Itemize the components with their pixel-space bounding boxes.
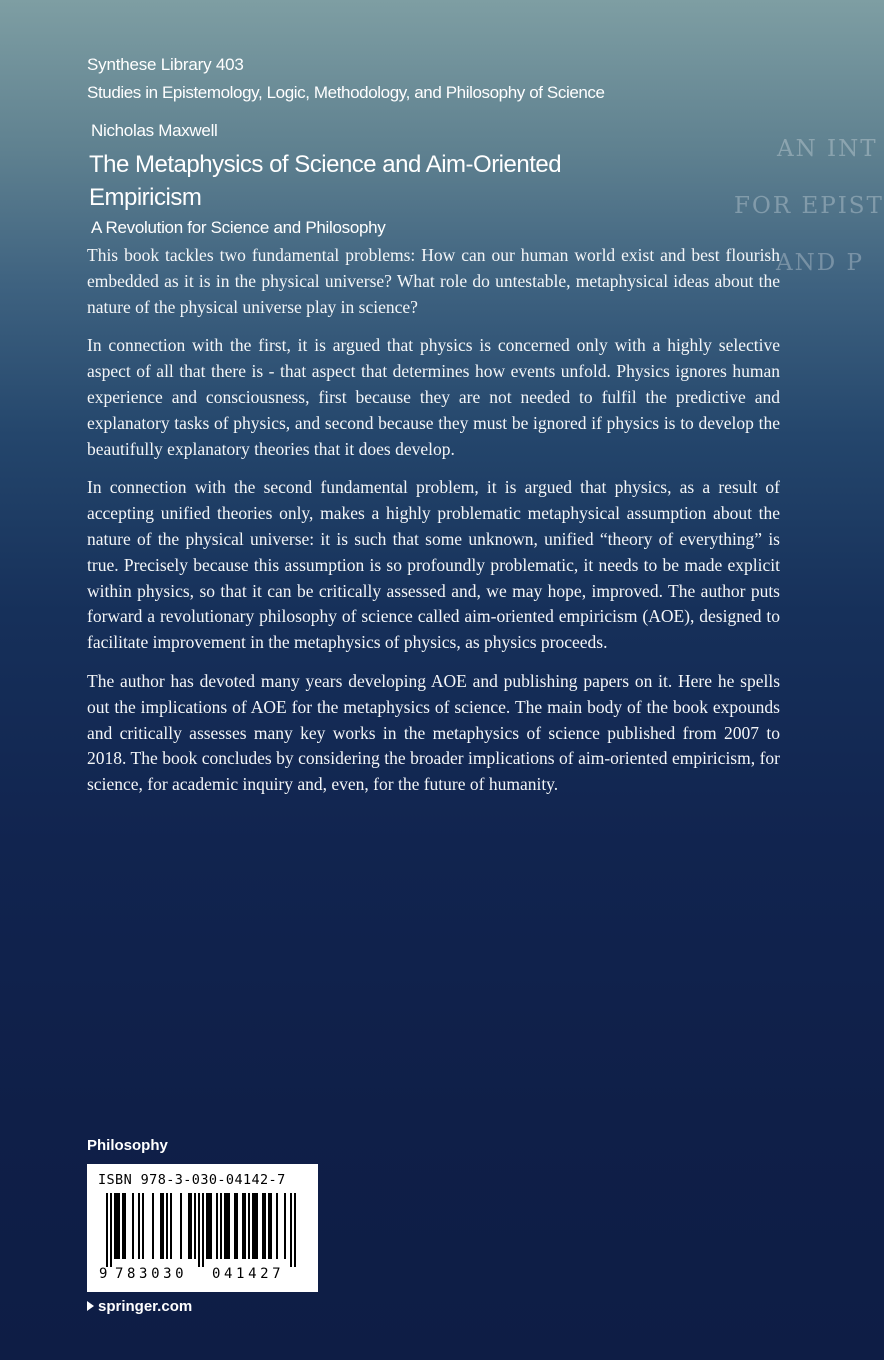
- barcode-bar: [198, 1193, 200, 1267]
- book-title: The Metaphysics of Science and Aim-Oriented Empiricism: [89, 151, 562, 211]
- barcode-bar: [206, 1193, 208, 1259]
- publisher-link[interactable]: [87, 1298, 192, 1315]
- barcode-bar: [122, 1193, 124, 1259]
- barcode-bar: [284, 1193, 286, 1259]
- book-subtitle: A Revolution for Science and Philosophy: [91, 218, 386, 237]
- barcode-bar: [220, 1193, 222, 1259]
- barcode-bar: [162, 1193, 164, 1259]
- barcode-bar: [268, 1193, 270, 1259]
- publisher-url: springer.com: [98, 1298, 193, 1315]
- blurb-paragraph-3: In connection with the second fundamental problem, it is argued that physics, as a result of accepting unified theories only, makes a highly problematic metaphysical assumption about the nature of the physical universe: it is such that some unknown, unified “theory of everything” is true. Precisely because this assumption is so profoundly problematic, it needs to be made explicit within physics, so that it can be critically assessed and, we may hope, improved. The author puts forward a revolutionary philosophy of science called aim-oriented empiricism (AOE), designed to facilitate improvement in the metaphysics of physics, as physics proceeds.: [87, 477, 780, 653]
- spine-bleed-text-2: FOR EPIST: [734, 193, 884, 219]
- series-subtitle: Studies in Epistemology, Logic, Methodology, and Philosophy of Science: [87, 83, 605, 102]
- barcode-bar: [226, 1193, 228, 1259]
- barcode-bar: [208, 1193, 210, 1259]
- barcode-bar: [262, 1193, 264, 1259]
- barcode-bar: [166, 1193, 168, 1259]
- barcode-bar: [114, 1193, 116, 1259]
- barcode-bar: [242, 1193, 244, 1259]
- barcode-bar: [244, 1193, 246, 1259]
- isbn-label: ISBN 978-3-030-04142-7: [98, 1172, 286, 1188]
- barcode-bar: [188, 1193, 190, 1259]
- barcode-bar: [270, 1193, 272, 1259]
- ean-right-digits: 041427: [212, 1266, 285, 1282]
- barcode-bar: [210, 1193, 212, 1259]
- barcode-bar: [234, 1193, 236, 1259]
- barcode-bar: [170, 1193, 172, 1259]
- barcode-bar: [142, 1193, 144, 1259]
- barcode-bar: [264, 1193, 266, 1259]
- barcode-bar: [228, 1193, 230, 1259]
- barcode-bar: [160, 1193, 162, 1259]
- barcode-bar: [224, 1193, 226, 1259]
- barcode-bar: [190, 1193, 192, 1259]
- spine-bleed-text-1: AN INT: [777, 136, 878, 162]
- barcode-bar: [194, 1193, 196, 1259]
- barcode-bar: [294, 1193, 296, 1267]
- isbn-barcode-box: [87, 1164, 318, 1292]
- barcode-bar: [202, 1193, 204, 1267]
- barcode-bar: [124, 1193, 126, 1259]
- barcode-bar: [180, 1193, 182, 1259]
- barcode-bar: [276, 1193, 278, 1259]
- blurb-paragraph-2: In connection with the first, it is argued that physics is concerned only with a highly selective aspect of all that there is - that aspect that determines how events unfold. Physics ignores human experience and consciousness, first because they are not needed to fulfil the predictive and explanatory tasks of physics, and second because they must be ignored if physics is to develop the beautifully explanatory theories that it does develop.: [87, 335, 780, 459]
- blurb-paragraph-1: This book tackles two fundamental problems: How can our human world exist and best flourish embedded as it is in the physical universe? What role do untestable, metaphysical ideas about the nature of the physical universe play in science?: [87, 245, 780, 317]
- barcode-bar: [248, 1193, 250, 1259]
- blurb: [87, 243, 780, 811]
- barcode-bar: [138, 1193, 140, 1259]
- barcode-bar: [254, 1193, 256, 1259]
- barcode-bar: [236, 1193, 238, 1259]
- blurb-paragraph-4: The author has devoted many years developing AOE and publishing papers on it. Here he spells out the implications of AOE for the metaphysics of science. The main body of the book expounds and critically assesses many key works in the metaphysics of science published from 2007 to 2018. The book concludes by considering the broader implications of aim-oriented empiricism, for science, for academic inquiry and, even, for the future of humanity.: [87, 670, 780, 795]
- barcode-icon: [94, 1193, 311, 1267]
- barcode-bar: [110, 1193, 112, 1267]
- series-name: Synthese Library 403: [87, 55, 244, 74]
- barcode-bar: [152, 1193, 154, 1259]
- ean-left-digits: 783030: [115, 1266, 188, 1282]
- subject-category: Philosophy: [87, 1137, 168, 1154]
- barcode-bar: [118, 1193, 120, 1259]
- spine-bleed-text-3: AND P: [776, 250, 864, 276]
- barcode-bar: [256, 1193, 258, 1259]
- arrow-right-icon: [87, 1301, 94, 1311]
- barcode-bar: [132, 1193, 134, 1259]
- barcode-bar: [216, 1193, 218, 1259]
- ean-lead-digit: 9: [99, 1266, 108, 1282]
- barcode-bar: [116, 1193, 118, 1259]
- barcode-bar: [252, 1193, 254, 1259]
- author-name: Nicholas Maxwell: [91, 121, 218, 140]
- barcode-bar: [106, 1193, 108, 1267]
- barcode-bar: [290, 1193, 292, 1267]
